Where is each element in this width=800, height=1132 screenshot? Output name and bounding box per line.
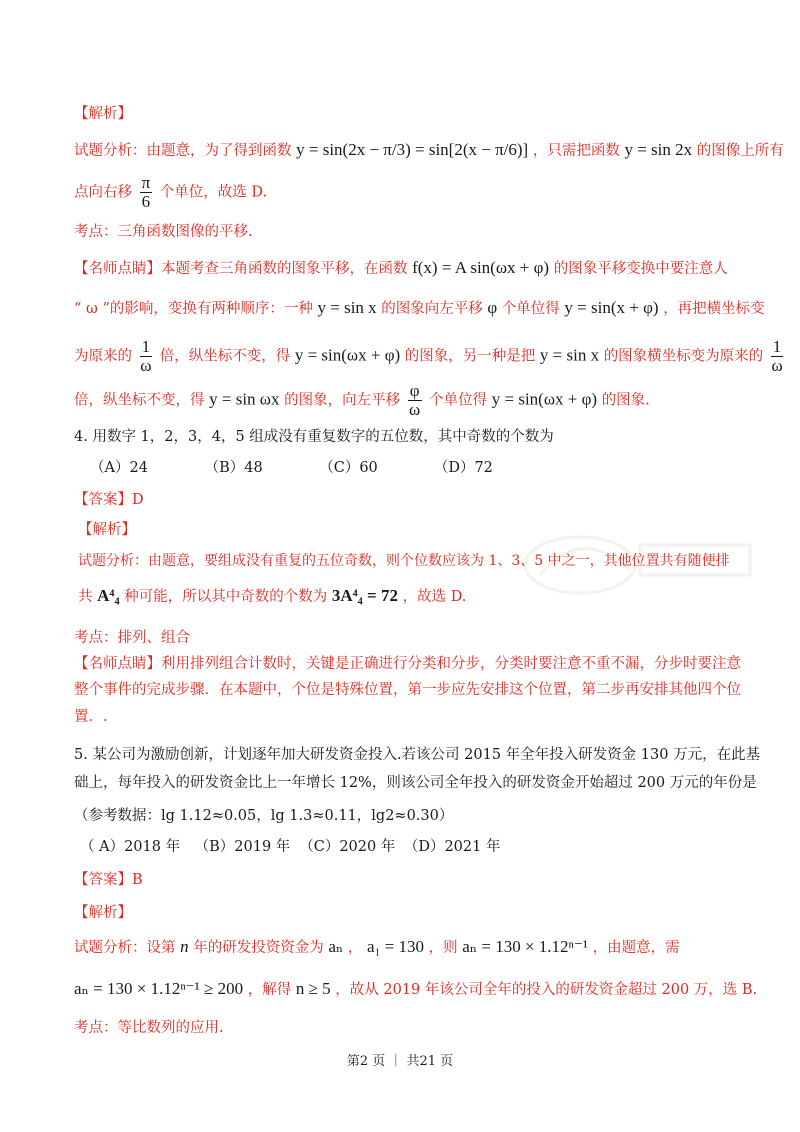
text: ，故从 2019 年该公司全年的投入的研发资金超过 200 万，选 B.: [335, 982, 758, 998]
tip-tag: 【名师点睛】: [74, 261, 161, 277]
text: 个单位得: [501, 301, 560, 317]
formula: y = sin 2x: [624, 140, 693, 159]
option-c: （C）2020 年: [299, 839, 396, 855]
tip-line: [74, 654, 741, 674]
text: 的图象横坐标变为原来的: [603, 348, 764, 365]
formula: y = sin x: [317, 298, 377, 317]
text: 的图像上所有: [696, 143, 784, 159]
text: ，再把横坐标变: [663, 301, 765, 317]
tip-line: 整个事件的完成步骤．在本题中，个位是特殊位置，第一步应先安排这个位置，第二步再安排其他四个位: [74, 682, 741, 698]
text: 利用排列组合计数时，关键是正确进行分类和分步，分类时要注意不重不漏，分步时要注意: [161, 656, 741, 672]
analysis-line: [74, 140, 784, 161]
answer-tag: 【答案】B: [74, 872, 143, 888]
fraction-denominator: ω: [409, 400, 421, 419]
analysis-tag: 【解析】: [74, 905, 132, 921]
tip-line: [74, 258, 728, 279]
fraction-denominator: ω: [771, 356, 783, 375]
text: 个单位，故选 D.: [159, 184, 268, 201]
text: 本题考查三角函数的图象平移，在函数: [161, 261, 408, 277]
fraction: [140, 338, 153, 375]
tip-line: 置．.: [74, 709, 108, 725]
fraction-denominator: 6: [141, 192, 151, 211]
text: 共: [78, 589, 93, 605]
text: 试题分析：由题意，为了得到函数: [74, 143, 292, 159]
formula: y = sin(ωx + φ): [491, 389, 598, 409]
tip-line: [74, 298, 765, 319]
text: 试题分析：设第: [74, 940, 176, 956]
fraction: [408, 382, 422, 419]
question-4-stem: 4. 用数字 1，2，3，4，5 组成没有重复数字的五位数，其中奇数的个数为: [74, 429, 554, 445]
analysis-line: [74, 937, 680, 958]
analysis-line: [74, 174, 267, 211]
tip-line: [74, 382, 650, 419]
text: ，由题意，需: [592, 940, 680, 956]
formula: n ≥ 5: [295, 979, 331, 998]
question-5-options: [80, 837, 504, 857]
formula: y = sin(2x − π/3) = sin[2(x − π/6)]: [296, 140, 529, 159]
fraction-numerator: 1: [772, 337, 782, 356]
formula: aₙ = 130 × 1.12ⁿ⁻¹: [462, 937, 588, 956]
formula: 3A⁴₄ = 72: [331, 586, 398, 605]
kaodian: 考点：三角函数图像的平移.: [74, 224, 253, 240]
text: ，只需把函数: [532, 143, 620, 159]
option-a: （A）24: [90, 460, 148, 476]
formula: A⁴₄: [97, 586, 120, 605]
text: 年的研发投资资金为: [193, 940, 324, 956]
formula: y = sin(ωx + φ): [294, 345, 401, 365]
text: ，解得: [247, 982, 292, 998]
question-5-stem: 础上，每年投入的研发资金比上一年增长 12%，则该公司全年投入的研发资金开始超过 200 万元的年份是: [74, 775, 757, 791]
text: 的图象.: [601, 392, 650, 409]
formula: aₙ: [328, 937, 344, 956]
text: 点向右移: [74, 184, 132, 201]
option-a: （ A）2018 年: [80, 839, 181, 855]
fraction-numerator: φ: [409, 381, 420, 400]
text: 的图象向左平移: [381, 301, 483, 317]
text: “ ω ”的影响，变换有两种顺序：一种: [74, 301, 313, 317]
text: 的图象，另一种是把: [404, 348, 536, 365]
text: 个单位得: [429, 392, 488, 409]
tip-line: [74, 338, 786, 375]
text: ，则: [428, 940, 458, 956]
fraction-numerator: 1: [141, 337, 151, 356]
option-d: （D）72: [433, 460, 493, 476]
formula: a₁ = 130: [366, 937, 425, 956]
text: ，: [347, 940, 363, 956]
page-footer: 第2 页 ｜ 共21 页: [346, 1054, 454, 1069]
text: 倍，纵坐标不变，得: [159, 348, 291, 365]
formula: aₙ = 130 × 1.12ⁿ⁻¹ ≥ 200: [74, 979, 244, 998]
analysis-line: 试题分析：由题意，要组成没有重复的五位奇数，则个位数应该为 1、3、5 中之一，其他位置共有随便排: [78, 553, 730, 569]
text: 倍，纵坐标不变，得: [74, 392, 205, 409]
analysis-line: [74, 979, 757, 1000]
fraction: [140, 174, 153, 211]
text: 的图象，向左平移: [284, 392, 401, 409]
text: 为原来的: [74, 348, 132, 365]
fraction-denominator: ω: [140, 356, 152, 375]
question-4-options: [90, 458, 544, 478]
option-d: （D）2021 年: [403, 839, 501, 855]
tip-tag: 【名师点睛】: [74, 656, 161, 672]
analysis-tag: 【解析】: [74, 106, 132, 122]
question-5-stem: 5. 某公司为激励创新，计划逐年加大研发资金投入.若该公司 2015 年全年投入研发资金 130 万元，在此基: [74, 747, 761, 763]
formula: φ: [487, 298, 498, 317]
formula: f(x) = A sin(ωx + φ): [412, 258, 550, 277]
option-b: （B）2019 年: [194, 839, 291, 855]
analysis-tag: 【解析】: [78, 522, 136, 538]
kaodian: 考点：等比数列的应用.: [74, 1020, 224, 1036]
fraction-numerator: π: [141, 173, 151, 192]
answer-tag: 【答案】D: [74, 492, 144, 508]
formula: y = sin ωx: [209, 389, 280, 409]
option-b: （B）48: [204, 460, 263, 476]
formula: y = sin x: [539, 345, 600, 365]
formula: y = sin(x + φ): [564, 298, 659, 317]
formula: n: [180, 937, 189, 956]
text: ，故选 D.: [402, 589, 467, 605]
text: 的图象平移变换中要注意人: [553, 261, 728, 277]
question-5-reference: （参考数据：lg 1.12≈0.05，lg 1.3≈0.11，lg2≈0.30）: [74, 808, 454, 824]
kaodian: 考点：排列、组合: [74, 630, 190, 646]
analysis-line: [78, 586, 466, 607]
text: 种可能，所以其中奇数的个数为: [124, 589, 328, 605]
option-c: （C）60: [319, 460, 378, 476]
fraction: [771, 338, 784, 375]
